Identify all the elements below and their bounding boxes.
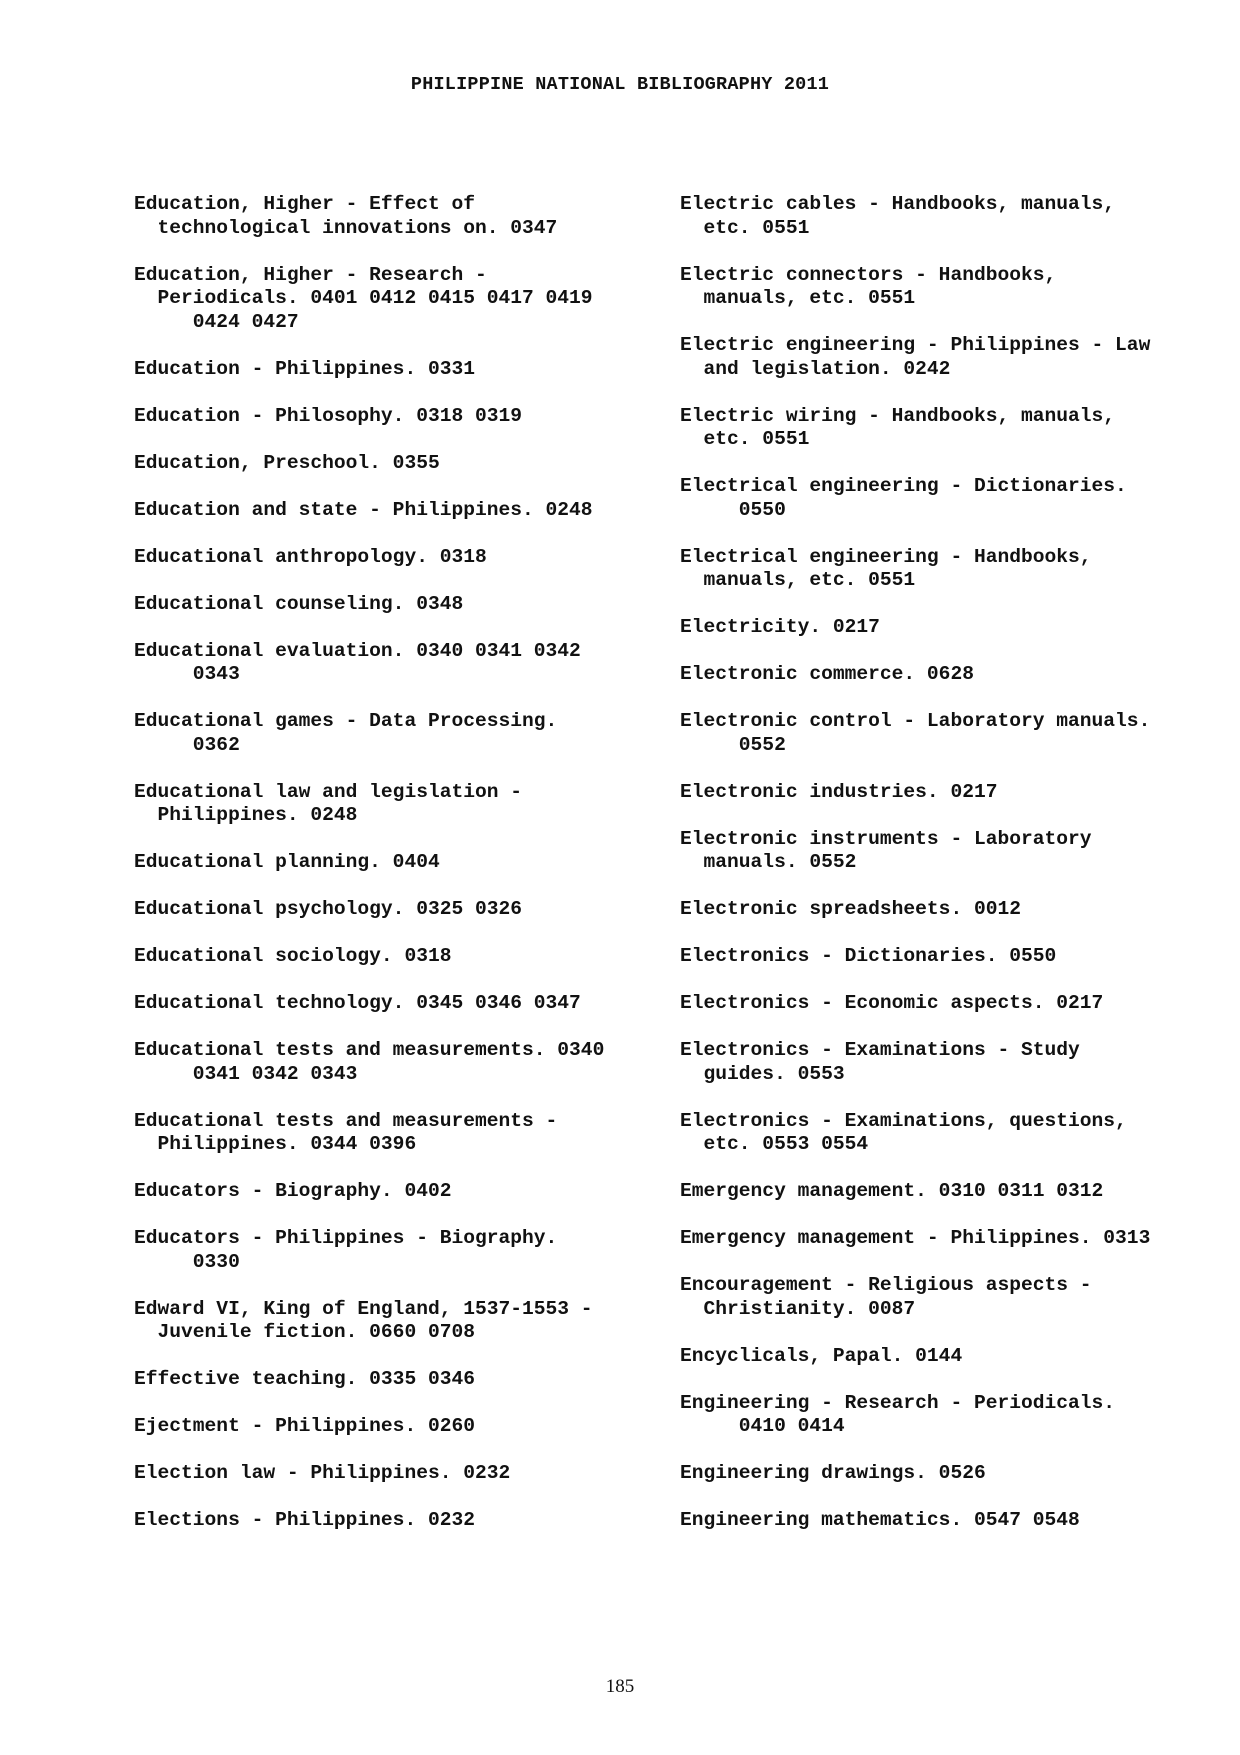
index-entry-line: Educators - Philippines - Biography. (134, 1227, 558, 1249)
index-entry-line: Educational law and legislation - (134, 780, 523, 803)
index-entry-line: Encouragement - Religious aspects - (680, 1274, 1092, 1296)
index-entry-line: Electronic control - Laboratory manuals. (680, 710, 1151, 732)
index-entry-line: Educational technology. 0345 0346 0347 (134, 992, 581, 1014)
index-entry (134, 1368, 674, 1392)
index-entry (680, 663, 1225, 687)
index-entry-line: Electronics - Economic aspects. 0217 (680, 992, 1104, 1014)
index-entry (134, 710, 674, 757)
index-entry-line: etc. 0551 (680, 216, 810, 239)
index-entry (134, 945, 674, 969)
page-number: 185 (605, 1676, 635, 1697)
index-entry-line: Educational counseling. 0348 (134, 592, 464, 615)
index-entry-line: Educational psychology. 0325 0326 (134, 898, 523, 920)
index-entry (680, 1180, 1225, 1204)
index-entry-line: Electrical engineering - Handbooks, (680, 545, 1092, 568)
index-entry-line: etc. 0551 (680, 428, 810, 450)
index-entry (680, 334, 1225, 381)
index-entry (134, 992, 674, 1016)
page-header-title: PHILIPPINE NATIONAL BIBLIOGRAPHY 2011 (410, 74, 830, 95)
index-entry (680, 781, 1225, 805)
index-entry-line: 0550 (680, 498, 786, 521)
index-entry (134, 546, 674, 570)
index-entry-line: Election law - Philippines. 0232 (134, 1462, 511, 1484)
index-entry-line: 0424 0427 (134, 310, 299, 333)
index-entry (680, 1039, 1225, 1086)
index-entry (134, 405, 674, 429)
index-entry (134, 264, 674, 335)
index-entry (134, 898, 674, 922)
index-entry (680, 1462, 1225, 1486)
index-entry-line: Electric wiring - Handbooks, manuals, (680, 404, 1116, 427)
index-entry (134, 358, 674, 382)
index-entry (134, 452, 674, 476)
index-entry-line: Educational anthropology. 0318 (134, 545, 487, 568)
index-entry-line: Educational evaluation. 0340 0341 0342 (134, 639, 581, 662)
index-entry-line: 0362 (134, 733, 240, 756)
index-entry (680, 1227, 1225, 1251)
index-entry-line: Education - Philosophy. 0318 0319 (134, 404, 523, 427)
index-column-left (134, 193, 674, 1556)
index-entry-line: Juvenile fiction. 0660 0708 (134, 1321, 475, 1343)
index-entry-line: Educational tests and measurements - (134, 1109, 558, 1132)
index-entry (680, 710, 1225, 757)
index-entry (680, 992, 1225, 1016)
index-entry-line: 0330 (134, 1250, 240, 1273)
index-entry-line: Engineering - Research - Periodicals. (680, 1391, 1116, 1414)
index-entry-line: Emergency management. 0310 0311 0312 (680, 1180, 1104, 1202)
index-entry-line: 0343 (134, 663, 240, 685)
index-entry (680, 264, 1225, 311)
index-entry-line: manuals, etc. 0551 (680, 287, 916, 309)
index-entry (134, 1298, 674, 1345)
index-entry (134, 1180, 674, 1204)
index-entry (680, 405, 1225, 452)
index-entry-line: Educational planning. 0404 (134, 851, 440, 873)
index-entry (680, 1509, 1225, 1533)
index-entry (680, 546, 1225, 593)
index-entry-line: 0410 0414 (680, 1415, 845, 1437)
index-entry (680, 945, 1225, 969)
index-entry-line: Educational tests and measurements. 0340 (134, 1039, 605, 1061)
index-entry (680, 616, 1225, 640)
index-entry-line: Edward VI, King of England, 1537-1553 - (134, 1297, 593, 1320)
index-entry (134, 499, 674, 523)
index-entry-line: Electronic commerce. 0628 (680, 663, 974, 685)
index-entry (134, 781, 674, 828)
index-entry-line: Philippines. 0344 0396 (134, 1133, 417, 1155)
index-entry-line: Education, Higher - Research - (134, 263, 487, 286)
index-entry-line: Electronic industries. 0217 (680, 780, 998, 803)
index-entry (680, 1274, 1225, 1321)
index-entry-line: Effective teaching. 0335 0346 (134, 1368, 475, 1390)
index-entry (680, 828, 1225, 875)
index-entry (680, 898, 1225, 922)
index-entry-line: Engineering drawings. 0526 (680, 1462, 986, 1484)
index-entry-line: technological innovations on. 0347 (134, 216, 558, 239)
index-entry-line: 0341 0342 0343 (134, 1062, 358, 1085)
index-entry-line: Ejectment - Philippines. 0260 (134, 1415, 475, 1437)
index-entry-line: Encyclicals, Papal. 0144 (680, 1344, 963, 1367)
index-entry (680, 475, 1225, 522)
index-entry-line: Engineering mathematics. 0547 0548 (680, 1509, 1080, 1531)
index-entry-line: Electronic instruments - Laboratory (680, 827, 1092, 850)
index-entry-line: Periodicals. 0401 0412 0415 0417 0419 (134, 287, 593, 309)
index-entry (134, 1227, 674, 1274)
index-entry-line: Educational sociology. 0318 (134, 945, 452, 967)
index-entry-line: Educational games - Data Processing. (134, 710, 558, 732)
index-entry-line: etc. 0553 0554 (680, 1133, 869, 1155)
index-entry-line: Education, Preschool. 0355 (134, 451, 440, 474)
index-entry-line: Electronics - Examinations - Study (680, 1039, 1080, 1061)
index-entry-line: Education, Higher - Effect of (134, 193, 475, 215)
index-column-right (680, 193, 1225, 1556)
index-entry-line: Electronic spreadsheets. 0012 (680, 898, 1021, 920)
index-entry (680, 193, 1225, 240)
index-entry-line: Electric cables - Handbooks, manuals, (680, 193, 1116, 215)
index-entry-line: Elections - Philippines. 0232 (134, 1509, 475, 1531)
index-entry-line: manuals. 0552 (680, 851, 857, 873)
index-entry-line: guides. 0553 (680, 1062, 845, 1085)
index-entry (680, 1392, 1225, 1439)
index-entry-line: Electricity. 0217 (680, 616, 880, 638)
index-entry-line: Electronics - Dictionaries. 0550 (680, 945, 1057, 967)
index-entry (134, 1462, 674, 1486)
index-entry (134, 1509, 674, 1533)
index-entry (680, 1345, 1225, 1369)
index-entry (134, 193, 674, 240)
index-entry (680, 1110, 1225, 1157)
index-entry-line: Philippines. 0248 (134, 804, 358, 826)
index-entry-line: Electric connectors - Handbooks, (680, 263, 1057, 286)
index-entry (134, 593, 674, 617)
index-entry (134, 1110, 674, 1157)
index-entry (134, 640, 674, 687)
index-entry-line: Education and state - Philippines. 0248 (134, 498, 593, 521)
index-entry (134, 1415, 674, 1439)
index-entry (134, 851, 674, 875)
index-entry-line: Electrical engineering - Dictionaries. (680, 475, 1127, 497)
index-entry-line: Christianity. 0087 (680, 1297, 916, 1320)
index-entry-line: Emergency management - Philippines. 0313 (680, 1227, 1151, 1249)
index-entry-line: and legislation. 0242 (680, 357, 951, 380)
index-entry-line: Education - Philippines. 0331 (134, 357, 475, 380)
index-entry (134, 1039, 674, 1086)
index-entry-line: Educators - Biography. 0402 (134, 1180, 452, 1202)
index-entry-line: 0552 (680, 733, 786, 756)
index-entry-line: manuals, etc. 0551 (680, 569, 916, 591)
index-entry-line: Electric engineering - Philippines - Law (680, 334, 1151, 356)
index-entry-line: Electronics - Examinations, questions, (680, 1109, 1127, 1132)
